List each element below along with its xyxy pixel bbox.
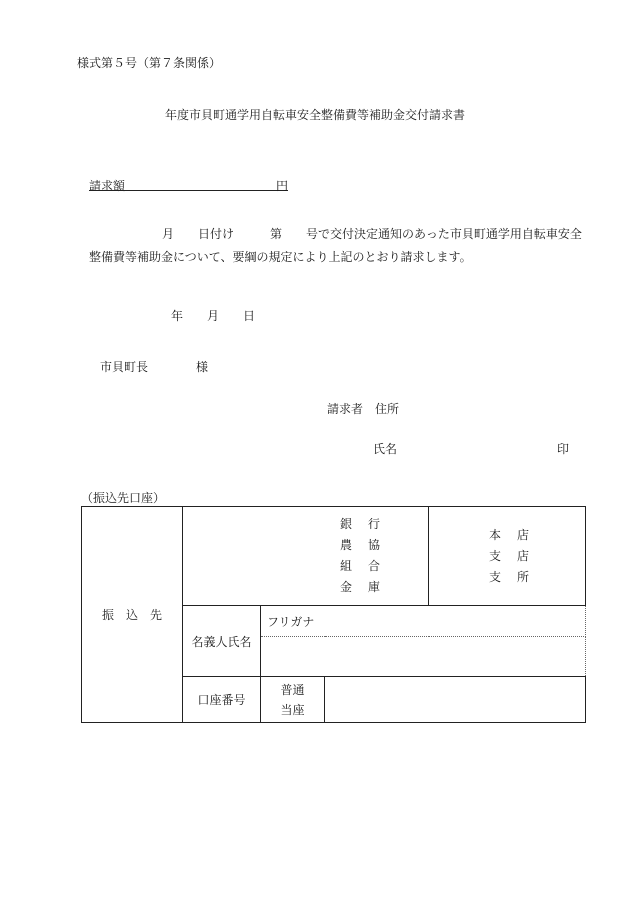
- bank-name-cell[interactable]: [183, 507, 429, 606]
- date-line: 年 月 日: [171, 309, 256, 323]
- branch-type-shisho: 支 所: [489, 569, 532, 584]
- amount-label: 請求額: [89, 179, 126, 193]
- body-text-line-1: 月 日付け 第 号で交付決定通知のあった市貝町通学用自転車安全: [162, 227, 582, 241]
- holder-label: 名義人氏名: [191, 634, 252, 649]
- bank-type-list: [340, 514, 382, 598]
- form-number: 様式第５号（第７条関係）: [77, 56, 222, 70]
- bank-type-kinko: 金 庫: [339, 580, 382, 594]
- holder-name-field[interactable]: [261, 637, 586, 677]
- seal-mark: 印: [557, 442, 570, 456]
- branch-type-list: [489, 525, 531, 588]
- destination-label: 振 込 先: [101, 608, 162, 622]
- account-type-toza: 当座: [280, 702, 305, 717]
- account-type-futsu: 普通: [280, 682, 305, 697]
- bank-type-kumiai: 組 合: [339, 559, 382, 573]
- requester-address-label: 請求者 住所: [327, 402, 400, 416]
- amount-underline: [89, 190, 288, 191]
- account-type-cell[interactable]: [261, 677, 325, 723]
- account-number-label: 口座番号: [197, 693, 246, 707]
- holder-label-cell: [183, 606, 261, 677]
- branch-type-shiten: 支 店: [489, 548, 532, 563]
- furigana-field[interactable]: [261, 606, 586, 637]
- requester-name-label: 氏名: [373, 442, 398, 456]
- account-table: [81, 506, 586, 723]
- amount-unit: 円: [276, 179, 289, 193]
- branch-type-honten: 本 店: [489, 527, 532, 542]
- bank-type-bank: 銀 行: [339, 517, 382, 531]
- account-section-title: （振込先口座）: [81, 491, 166, 505]
- destination-label-cell: [82, 507, 183, 723]
- furigana-label: フリガナ: [267, 614, 315, 629]
- document-title: 年度市貝町通学用自転車安全整備費等補助金交付請求書: [164, 108, 465, 122]
- body-text-line-2: 整備費等補助金について、要綱の規定により上記のとおり請求します。: [89, 250, 472, 264]
- recipient: 市貝町長 様: [100, 360, 209, 374]
- account-number-field[interactable]: [325, 677, 586, 723]
- bank-type-nokyo: 農 協: [339, 538, 382, 552]
- branch-name-cell[interactable]: [429, 507, 586, 606]
- account-number-label-cell: [183, 677, 261, 723]
